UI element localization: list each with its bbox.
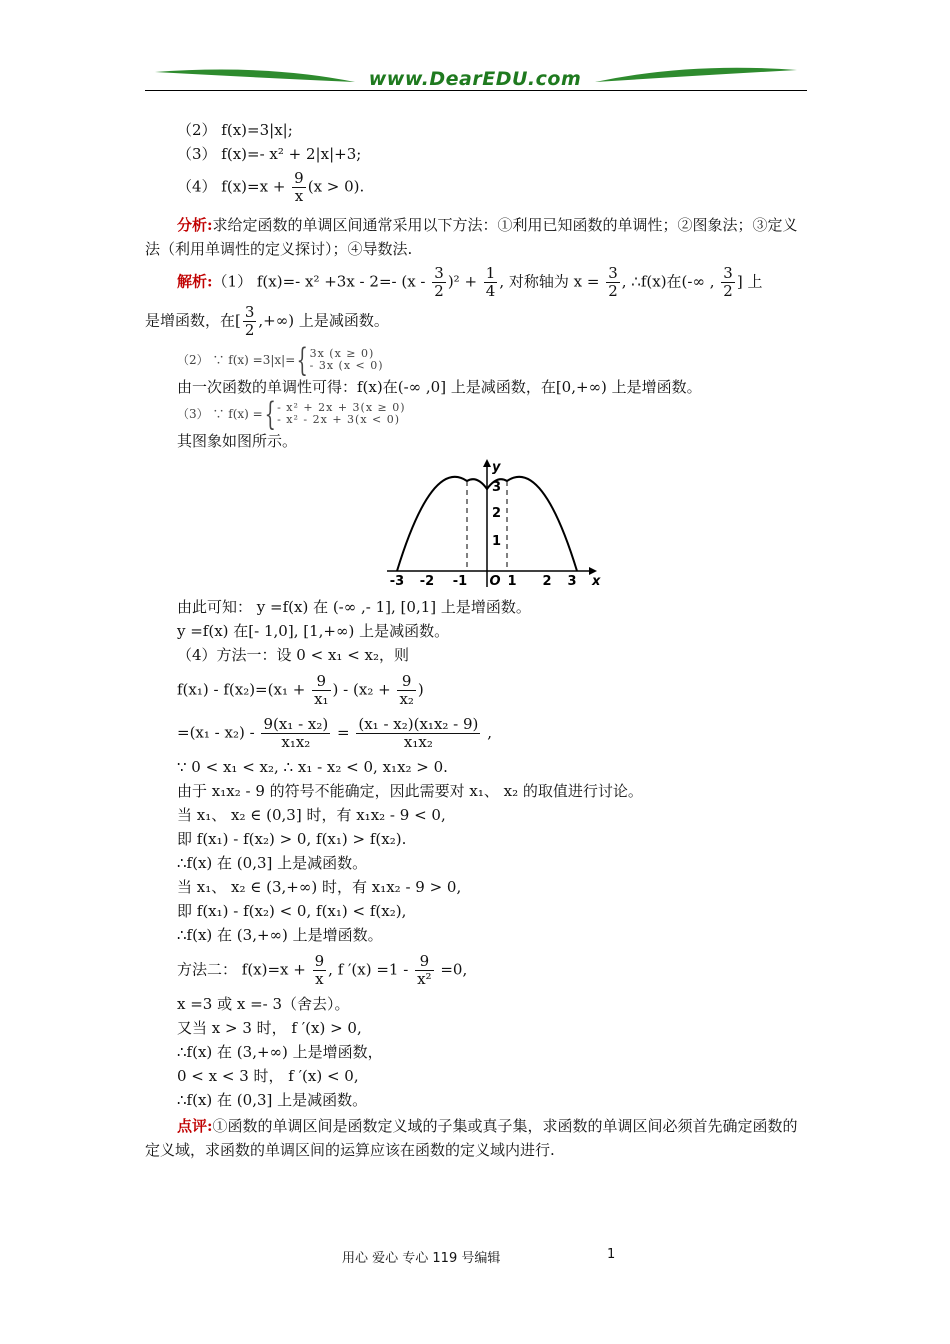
denominator: 2	[608, 282, 618, 300]
header-rule	[145, 90, 807, 91]
text: ,+∞) 上是减函数。	[258, 311, 389, 330]
denominator: 2	[434, 282, 444, 300]
text: 是增函数，在[	[145, 311, 241, 330]
denominator: 2	[244, 321, 255, 339]
solution-2-text: 由一次函数的单调性可得：f(x)在(-∞ ,0] 上是减函数，在[0,+∞) 上是增函数。	[177, 378, 702, 396]
fraction	[606, 265, 620, 300]
y-axis-label: y	[492, 460, 501, 475]
x-tick: 3	[567, 574, 577, 589]
solution-4-e: 由于 x₁x₂ - 9 的符号不能确定，因此需要对 x₁、 x₂ 的取值进行讨论。	[177, 782, 643, 800]
denominator: x	[294, 187, 304, 205]
case-1: 3x (x ≥ 0)	[309, 347, 375, 360]
y-tick: 1	[492, 534, 502, 549]
denominator: x₂	[399, 690, 414, 708]
x-tick: -2	[419, 574, 435, 589]
text: =	[332, 723, 355, 742]
denominator: x₁x₂	[403, 733, 433, 751]
denominator: x₁	[314, 690, 329, 708]
text: , f ′(x) =1 -	[328, 960, 414, 979]
numerator: 9	[294, 169, 304, 187]
fraction	[432, 265, 446, 300]
numerator: 1	[485, 264, 496, 282]
brace: {	[264, 395, 276, 433]
numerator: 3	[723, 264, 733, 282]
case-1: - x² + 2x + 3(x ≥ 0)	[277, 401, 406, 414]
fraction	[292, 170, 306, 205]
fraction	[243, 304, 257, 339]
denominator: x	[315, 970, 324, 988]
comment-paragraph	[145, 1114, 810, 1162]
function-graph	[385, 459, 810, 589]
site-logo-text: www.DearEDU.com	[368, 68, 582, 90]
solution-4-h: ∴f(x) 在 (0,3] 上是减函数。	[177, 854, 368, 872]
x-tick: 2	[542, 574, 552, 589]
text: ) - (x₂ +	[332, 680, 396, 699]
method-2-f: ∴f(x) 在 (3,+∞) 上是增函数，	[177, 1043, 383, 1061]
analysis-label: 分析:	[177, 216, 213, 234]
denominator: 4	[485, 282, 496, 300]
numerator: 3	[434, 264, 444, 282]
method-2-g: 0 < x < 3 时， f ′(x) < 0,	[177, 1067, 359, 1085]
case-2: - 3x (x < 0)	[309, 359, 384, 372]
solution-4-eq1	[145, 673, 810, 708]
line-3: （3） f(x)=- x² + 2|x|+3;	[177, 145, 362, 163]
text: ] 上	[736, 272, 763, 291]
solution-3-conclusion-1: 由此可知： y =f(x) 在 (-∞ ,- 1], [0,1] 上是增函数。	[177, 598, 531, 616]
denominator: 2	[723, 282, 733, 300]
line-4	[145, 170, 810, 205]
fraction	[484, 265, 498, 300]
method-2-h: ∴f(x) 在 (0,3] 上是减函数。	[177, 1091, 368, 1109]
fraction	[721, 265, 735, 300]
cases	[277, 402, 405, 426]
comment-label: 点评:	[177, 1117, 213, 1135]
solution-4-intro: （4）方法一：设 0 < x₁ < x₂，则	[177, 646, 410, 664]
curve-left	[397, 477, 467, 571]
fraction	[261, 716, 330, 751]
document-body	[145, 118, 810, 1162]
solution-label: 解析:	[177, 272, 213, 291]
method-2-e: 又当 x > 3 时， f ′(x) > 0,	[177, 1019, 362, 1037]
y-tick: 2	[492, 506, 502, 521]
solution-1	[145, 265, 810, 300]
method-2-d: x =3 或 x =- 3（舍去）。	[177, 995, 350, 1013]
text: =0,	[435, 960, 468, 979]
text: 方法二： f(x)=x +	[177, 960, 311, 979]
text: （3） ∵ f(x) =	[177, 407, 263, 421]
x-tick: 1	[507, 574, 517, 589]
solution-3	[145, 395, 810, 433]
denominator: x₁x₂	[281, 733, 311, 751]
solution-4-d: ∵ 0 < x₁ < x₂, ∴ x₁ - x₂ < 0, x₁x₂ > 0.	[177, 758, 448, 776]
comment-text: ①函数的单调区间是函数定义域的子集或真子集，求函数的单调区间必须首先确定函数的定义域，求函数的单调区间的运算应该在函数的定义域内进行.	[145, 1117, 798, 1159]
numerator: 9	[415, 953, 433, 971]
x-axis-label: x	[592, 574, 601, 589]
solution-4-k: ∴f(x) 在 (3,+∞) 上是增函数。	[177, 926, 383, 944]
solution-4-f: 当 x₁、 x₂ ∈ (0,3] 时，有 x₁x₂ - 9 < 0,	[177, 806, 446, 824]
text: =(x₁ - x₂) -	[177, 723, 260, 742]
solution-4-j: 即 f(x₁) - f(x₂) < 0, f(x₁) < f(x₂),	[177, 902, 407, 920]
solution-3-text: 其图象如图所示。	[177, 432, 298, 450]
fraction	[312, 673, 330, 708]
denominator: x²	[417, 970, 432, 988]
case-2: - x² - 2x + 3(x < 0)	[277, 413, 401, 426]
fraction	[356, 716, 480, 751]
x-tick: -1	[452, 574, 468, 589]
analysis-text: 求给定函数的单调区间通常采用以下方法：①利用已知函数的单调性；②图象法；③定义法（利用单调性的定义探讨）；④导数法.	[145, 216, 798, 258]
cases	[310, 348, 384, 372]
numerator: 3	[608, 264, 618, 282]
solution-4-eq2	[145, 716, 810, 751]
solution-2	[145, 341, 810, 379]
solution-4-g: 即 f(x₁) - f(x₂) > 0, f(x₁) > f(x₂).	[177, 830, 407, 848]
graph-svg	[385, 459, 601, 589]
numerator: 3	[244, 303, 255, 321]
fraction	[415, 953, 433, 988]
numerator: 9	[312, 673, 330, 691]
text: f(x₁) - f(x₂)=(x₁ +	[177, 680, 311, 699]
text: , ∴f(x)在(-∞ ,	[621, 272, 720, 291]
solution-1-cont	[145, 304, 810, 339]
text: )² +	[447, 272, 482, 291]
brace: {	[296, 341, 309, 379]
numerator: (x₁ - x₂)(x₁x₂ - 9)	[358, 715, 479, 733]
x-tick: -3	[389, 574, 405, 589]
text: ,	[482, 723, 492, 742]
fraction	[397, 673, 415, 708]
analysis-paragraph	[145, 213, 810, 261]
y-axis-arrow	[483, 459, 491, 467]
text: （4） f(x)=x +	[177, 177, 291, 196]
method-2	[145, 953, 810, 988]
origin-label: O	[489, 574, 501, 589]
page-number: 1	[607, 1247, 616, 1262]
text: (x > 0).	[307, 177, 365, 196]
text: , 对称轴为 x =	[499, 272, 605, 291]
fraction	[313, 953, 327, 988]
line-2: （2） f(x)=3|x|;	[177, 121, 293, 139]
text: )	[417, 680, 424, 699]
text: （2） ∵ f(x) =3|x|=	[177, 353, 296, 367]
solution-3-conclusion-2: y =f(x) 在[- 1,0], [1,+∞) 上是减函数。	[177, 622, 450, 640]
text: （1） f(x)=- x² +3x - 2=- (x -	[212, 272, 431, 291]
curve-right	[507, 477, 577, 571]
numerator: 9	[314, 952, 325, 970]
numerator: 9	[397, 673, 415, 691]
y-tick: 3	[492, 480, 502, 495]
solution-4-i: 当 x₁、 x₂ ∈ (3,+∞) 时，有 x₁x₂ - 9 > 0,	[177, 878, 462, 896]
numerator: 9(x₁ - x₂)	[263, 715, 329, 733]
footer-credit: 用心 爱心 专心 119 号编辑	[342, 1251, 501, 1266]
